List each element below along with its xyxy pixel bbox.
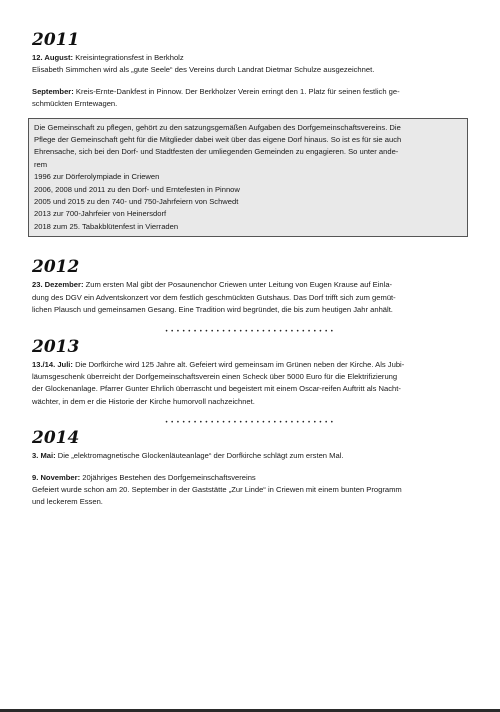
entry-text: Gefeiert wurde schon am 20. September in der Gaststätte „Zur Linde“ in Criewen mit einem bunten Programm [32, 484, 402, 494]
entry-date-label: 3. Mai: [32, 451, 56, 461]
entry-2011-august: 12. August: Kreisintegrationsfest in Berkholz [32, 53, 184, 62]
box-text: Ehrensache, sich bei den Dorf- und Stadtfesten der umliegenden Gemeinden zu engagieren. So unter ande- [34, 147, 399, 157]
year-heading-2012: 2012 [32, 257, 80, 278]
dotted-separator: •••••••••••••••••••••••••••••• [165, 328, 337, 335]
spacer [32, 237, 470, 257]
entry-date-label: 13./14. Juli: [32, 359, 73, 369]
entry-text: lichen Plausch und gemeinsamen Gesang. Eine Tradition wird begründet, die bis zum heutigen Jahr anhält. [32, 305, 393, 315]
chronicle-content [32, 30, 470, 509]
entry-text: der Glockenanlage. Pfarrer Gunter Ehrlich überrascht und begeistert mit einem Oscar-reifen Auftritt als Nacht- [32, 384, 401, 394]
dotted-separator: •••••••••••••••••••••••••••••• [165, 420, 337, 427]
entry-text: wächter, in dem er die Historie der Kirche humorvoll nachzeichnet. [32, 396, 255, 406]
community-info-box [28, 118, 468, 238]
box-text: Die Gemeinschaft zu pflegen, gehört zu den satzungsgemäßen Aufgaben des Dorfgemeinschaftsvereins. Die [34, 122, 401, 132]
box-list-item: 1996 zur Dörferolympiade in Criewen [34, 172, 160, 182]
box-list-item: 2018 zum 25. Tabakblütenfest in Vierraden [34, 221, 179, 231]
entry-date-label: September: [32, 86, 74, 96]
entry-2012-december: 23. Dezember: Zum ersten Mal gibt der Posaunenchor Criewen unter Leitung von Eugen Krause auf Einla- [32, 280, 393, 290]
box-text: rem [34, 159, 48, 169]
entry-text: läumsgeschenk überreicht der Dorfgemeinschaftsverein einen Scheck über 5000 Euro für die Elektrifizierung [32, 371, 398, 381]
year-heading-2014: 2014 [32, 428, 80, 449]
entry-date-label: 9. November: [32, 472, 81, 482]
entry-date-label: 12. August: [32, 53, 74, 62]
entry-text: schmückten Erntewagen. [32, 99, 118, 109]
box-list-item: 2006, 2008 und 2011 zu den Dorf- und Erntefesten in Pinnow [34, 184, 240, 194]
spacer [32, 77, 470, 86]
entry-text: und leckerem Essen. [32, 497, 103, 507]
box-text: Pflege der Gemeinschaft geht für die Mitglieder dabei weit über das eigene Dorf hinaus. So ist es für sie auch [34, 135, 402, 145]
entry-text: Elisabeth Simmchen wird als „gute Seele“ des Vereins durch Landrat Dietmar Schulze ausgezeichnet. [32, 65, 375, 75]
entry-2011-september: September: Kreis-Ernte-Dankfest in Pinnow. Der Berkholzer Verein erringt den 1. Platz für seinen festlich ge- [32, 86, 400, 96]
entry-2013-july: 13./14. Juli: Die Dorfkirche wird 125 Jahre alt. Gefeiert wird gemeinsam im Grünen neben der Kirche. Als Jubi- [32, 359, 405, 369]
entry-date-label: 23. Dezember: [32, 280, 84, 290]
spacer [32, 463, 470, 472]
entry-2014-may: 3. Mai: Die „elektromagnetische Glockenläuteanlage“ der Dorfkirche schlägt zum ersten Mal. [32, 451, 344, 461]
year-heading-2013: 2013 [32, 336, 80, 357]
year-heading-2011: 2011 [32, 30, 80, 50]
entry-2014-november: 9. November: 20jähriges Bestehen des Dorfgemeinschaftsvereins [32, 472, 256, 482]
box-list-item: 2013 zur 700-Jahrfeier von Heinersdorf [34, 209, 167, 219]
box-list-item: 2005 und 2015 zu den 740- und 750-Jahrfeiern von Schwedt [34, 197, 239, 207]
entry-text: dung des DGV ein Adventskonzert vor dem festlich geschmückten Gutshaus. Das Dorf trifft sich zum gemüt- [32, 292, 396, 302]
